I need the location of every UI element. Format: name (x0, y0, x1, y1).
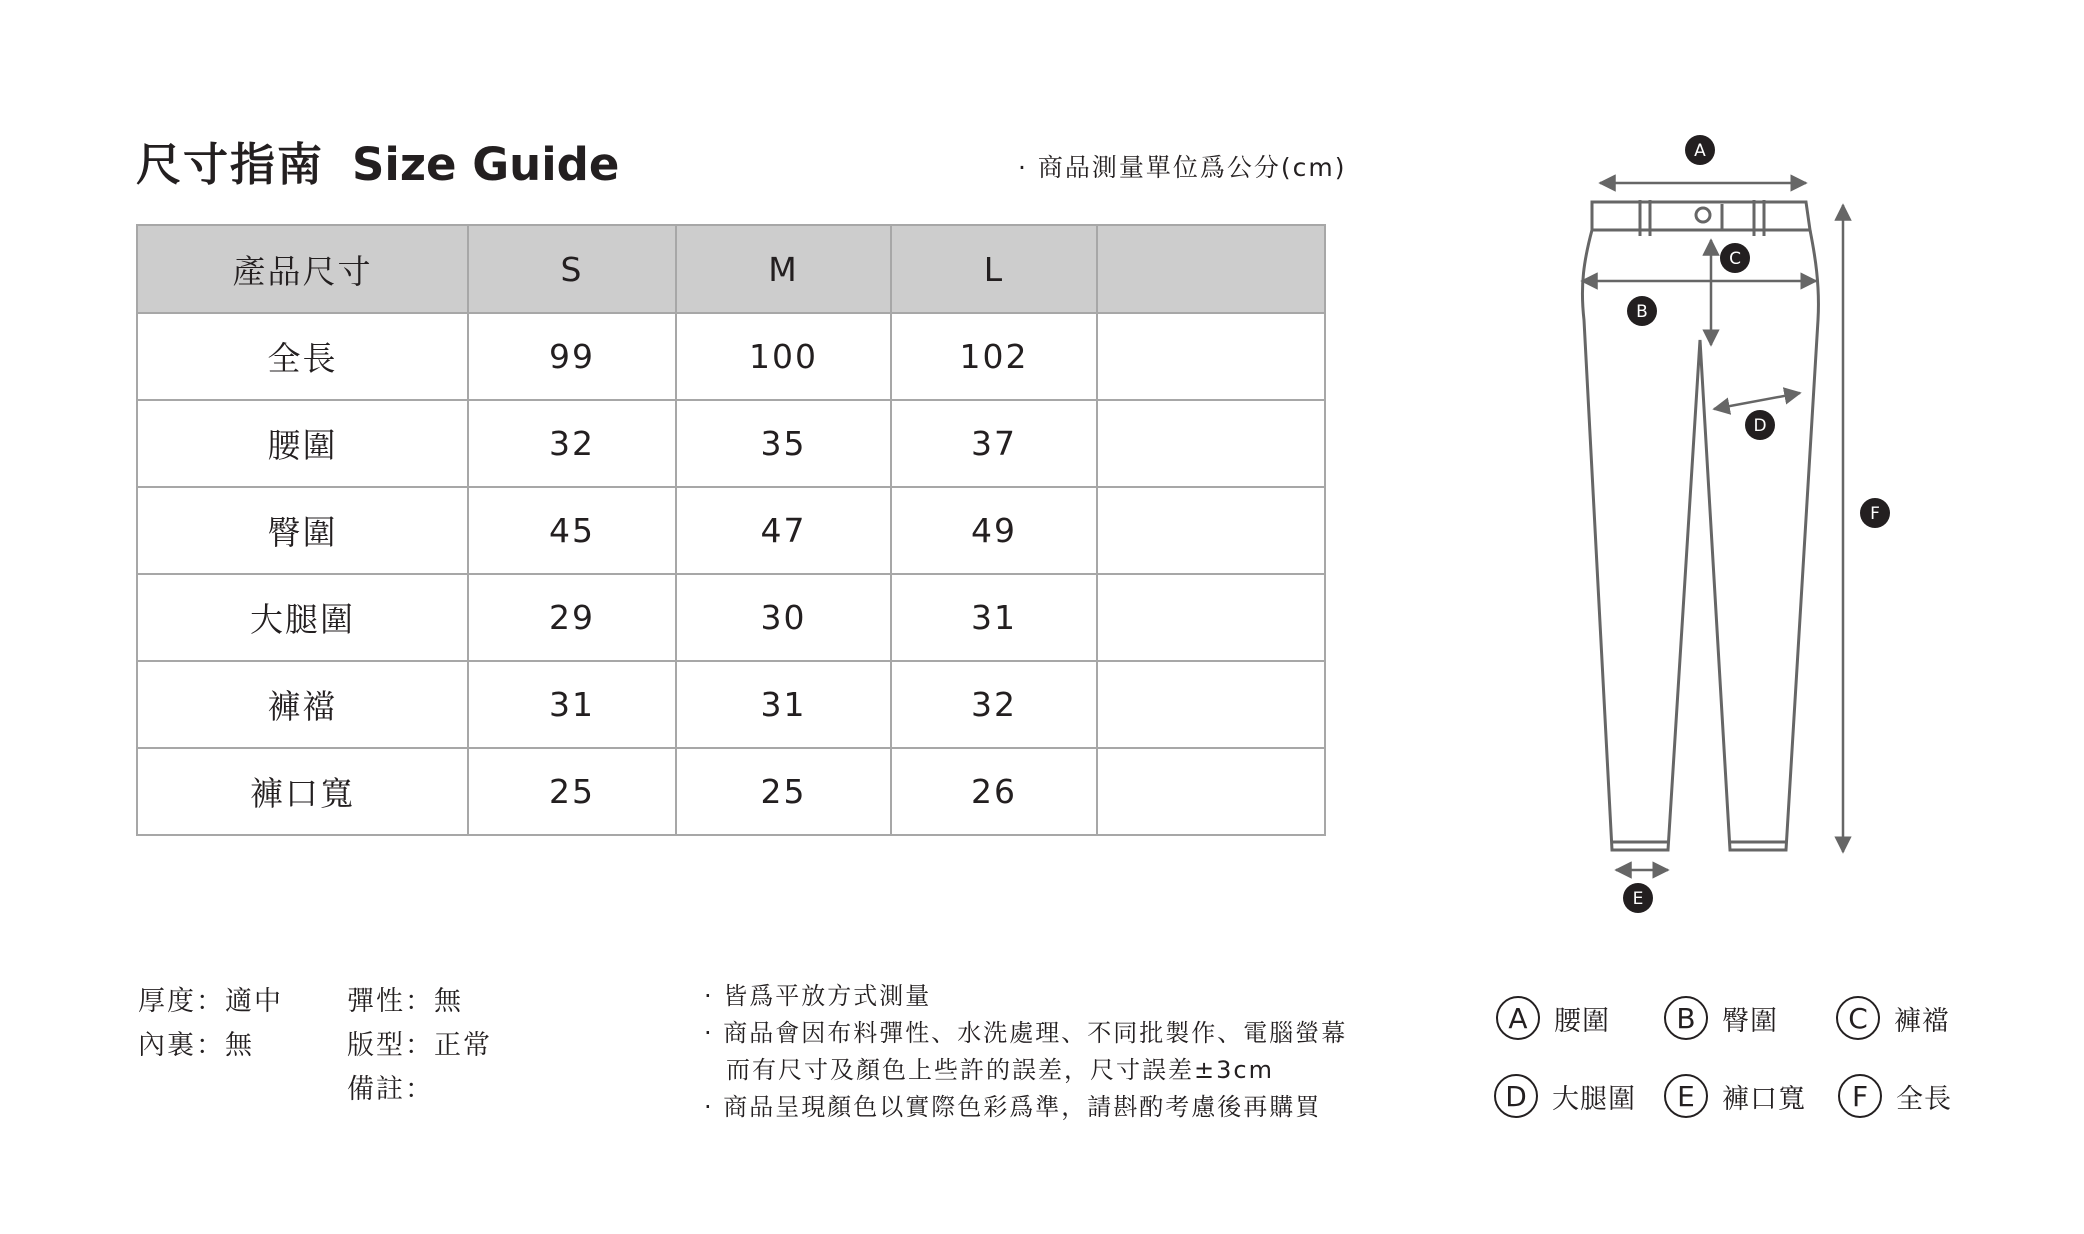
cell-value: 45 (468, 487, 676, 574)
pants-diagram (1560, 120, 1920, 920)
legend-badge: F (1838, 1074, 1882, 1118)
cell-value: 32 (891, 661, 1097, 748)
pants-outline (1582, 200, 1818, 850)
note-line: · 商品會因布料彈性、水洗處理、不同批製作、電腦螢幕 (704, 1019, 1348, 1047)
legend-item-e (1664, 1074, 1806, 1118)
cell-value (1097, 574, 1325, 661)
row-label: 大腿圍 (137, 574, 468, 661)
unit-note: · 商品測量單位爲公分(cm) (1018, 153, 1347, 182)
cell-value (1097, 400, 1325, 487)
legend-badge: B (1664, 996, 1708, 1040)
cell-value: 102 (891, 313, 1097, 400)
spec-elasticity: 彈性：無 (347, 986, 463, 1017)
legend-label: 臀圍 (1722, 1005, 1778, 1037)
size-table (136, 224, 1326, 836)
cell-value: 30 (676, 574, 891, 661)
row-label: 臀圍 (137, 487, 468, 574)
header-cell-l: L (891, 225, 1097, 313)
measurement-arrows (1582, 183, 1843, 870)
note-line: · 皆爲平放方式測量 (704, 982, 932, 1010)
cell-value: 25 (676, 748, 891, 835)
legend-badge: E (1664, 1074, 1708, 1118)
legend-item-f (1838, 1074, 1952, 1118)
legend-label: 大腿圍 (1552, 1083, 1636, 1115)
spec-thickness: 厚度：適中 (138, 986, 283, 1017)
cell-value: 100 (676, 313, 891, 400)
marker-a: A (1694, 141, 1706, 161)
spec-fit: 版型：正常 (347, 1030, 492, 1061)
cell-value: 31 (468, 661, 676, 748)
note-line: · 商品呈現顏色以實際色彩爲準，請斟酌考慮後再購買 (704, 1093, 1322, 1121)
note-line: 而有尺寸及顏色上些許的誤差，尺寸誤差±3cm (726, 1056, 1274, 1084)
table-row (137, 661, 1325, 748)
row-label: 褲襠 (137, 661, 468, 748)
cell-value: 32 (468, 400, 676, 487)
marker-e: E (1632, 889, 1644, 909)
cell-value (1097, 313, 1325, 400)
marker-b: B (1636, 302, 1648, 322)
cell-value: 26 (891, 748, 1097, 835)
specs-left (138, 980, 283, 1068)
cell-value (1097, 661, 1325, 748)
cell-value: 99 (468, 313, 676, 400)
measurement-notes (704, 978, 1347, 1126)
cell-value: 31 (676, 661, 891, 748)
cell-value: 25 (468, 748, 676, 835)
header-cell-s: S (468, 225, 676, 313)
title-en: Size Guide (352, 138, 620, 191)
table-row (137, 400, 1325, 487)
cell-value (1097, 748, 1325, 835)
legend-badge: D (1494, 1074, 1538, 1118)
legend-label: 全長 (1896, 1083, 1952, 1115)
table-row (137, 574, 1325, 661)
cell-value: 49 (891, 487, 1097, 574)
table-header-row (137, 225, 1325, 313)
table-row (137, 748, 1325, 835)
table-row (137, 313, 1325, 400)
row-label: 全長 (137, 313, 468, 400)
row-label: 腰圍 (137, 400, 468, 487)
row-label: 褲口寬 (137, 748, 468, 835)
legend-item-d (1494, 1074, 1636, 1118)
header-cell-empty (1097, 225, 1325, 313)
cell-value: 29 (468, 574, 676, 661)
page-title (136, 128, 619, 193)
cell-value: 37 (891, 400, 1097, 487)
cell-value (1097, 487, 1325, 574)
legend-badge: C (1836, 996, 1880, 1040)
legend-label: 褲襠 (1894, 1005, 1950, 1037)
cell-value: 31 (891, 574, 1097, 661)
legend-label: 褲口寬 (1722, 1083, 1806, 1115)
table-row (137, 487, 1325, 574)
thigh-arrow (1714, 393, 1800, 409)
header-cell-product-size: 產品尺寸 (137, 225, 468, 313)
specs-mid (347, 980, 492, 1112)
header-cell-m: M (676, 225, 891, 313)
cell-value: 47 (676, 487, 891, 574)
legend-item-c (1836, 996, 1950, 1040)
legend-item-b (1664, 996, 1778, 1040)
legend-item-a (1496, 996, 1610, 1040)
legend-badge: A (1496, 996, 1540, 1040)
legend-label: 腰圍 (1554, 1005, 1610, 1037)
spec-remark: 備註： (347, 1074, 434, 1105)
marker-d: D (1753, 416, 1767, 436)
spec-lining: 內裏：無 (138, 1030, 254, 1061)
marker-c: C (1729, 249, 1741, 269)
cell-value: 35 (676, 400, 891, 487)
marker-f: F (1870, 504, 1880, 524)
title-zh: 尺寸指南 (136, 138, 325, 191)
